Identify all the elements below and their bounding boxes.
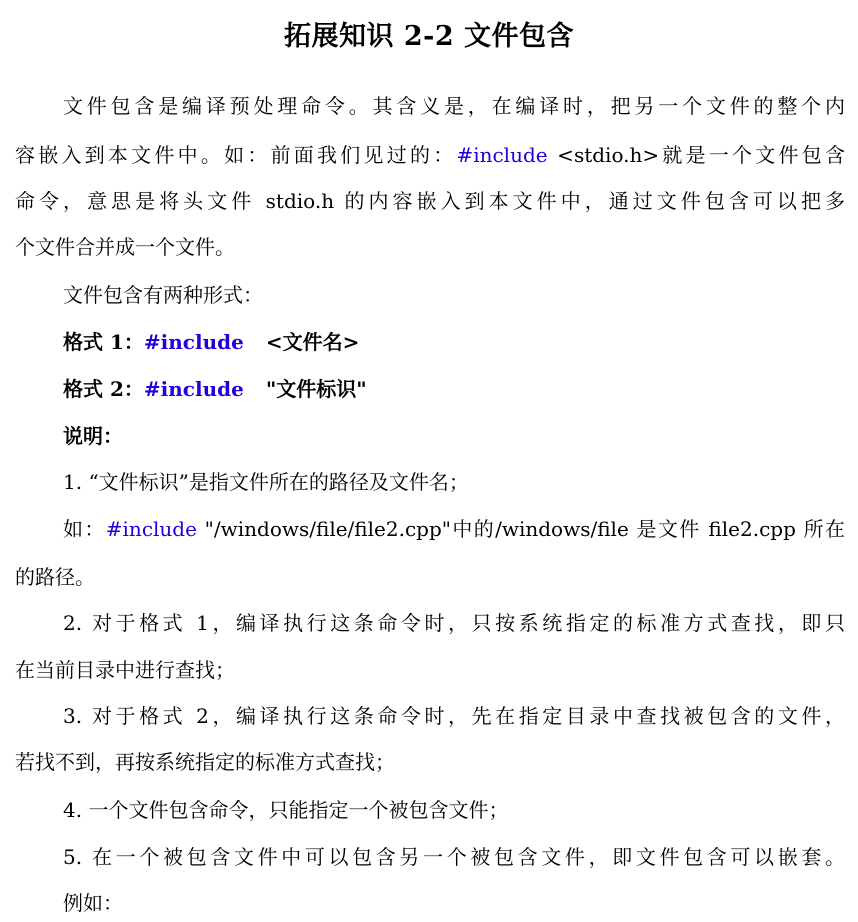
- note-label: 说明：: [63, 424, 123, 448]
- example-prefix: 如：: [63, 517, 106, 541]
- item3-line1: 3. 对于格式 2，编译执行这条命令时，先在指定目录中查找被包含的文件，: [63, 704, 845, 728]
- format1-keyword: #include: [143, 330, 244, 354]
- example-line: [63, 514, 845, 544]
- format1-line: [63, 327, 858, 357]
- item2-line2: 在当前目录中进行查找；: [15, 658, 235, 682]
- format1-label: 格式 1：: [63, 330, 144, 354]
- item2-line1: 2. 对于格式 1，编译执行这条命令时，只按系统指定的标准方式查找，即只: [63, 611, 845, 635]
- format2-line: [63, 374, 858, 404]
- format2-label: 格式 2：: [63, 377, 144, 401]
- format1-arg: <文件名>: [265, 330, 360, 354]
- item4: 4. 一个文件包含命令，只能指定一个被包含文件；: [63, 798, 509, 822]
- example-continuation: 的路径。: [15, 565, 95, 589]
- para1-line2-tail: <stdio.h>就是一个文件包含: [547, 143, 845, 167]
- item5: 5. 在一个被包含文件中可以包含另一个被包含文件，即文件包含可以嵌套。: [63, 845, 845, 869]
- example-keyword: #include: [105, 517, 197, 541]
- para1-line2-text: 容嵌入到本文件中。如：前面我们见过的：: [15, 143, 457, 167]
- para1-line4: 个文件合并成一个文件。: [15, 235, 235, 259]
- format2-arg: "文件标识": [265, 377, 367, 401]
- item3-line2: 若找不到，再按系统指定的标准方式查找；: [15, 750, 395, 774]
- para1-line1: 文件包含是编译预处理命令。其含义是，在编译时，把另一个文件的整个内: [63, 94, 845, 118]
- example-label: 例如：: [63, 891, 123, 915]
- include-keyword: #include: [456, 143, 548, 167]
- item1: 1. “文件标识”是指文件所在的路径及文件名；: [63, 470, 469, 494]
- para1-line3: 命令，意思是将头文件 stdio.h 的内容嵌入到本文件中，通过文件包含可以把多: [15, 189, 845, 213]
- page-title: 拓展知识 2-2 文件包含: [283, 21, 575, 52]
- format2-keyword: #include: [143, 377, 244, 401]
- example-path: "/windows/file/file2.cpp"中的/windows/file 是文件 file2.cpp 所在: [196, 517, 846, 541]
- forms-intro: 文件包含有两种形式：: [63, 283, 263, 307]
- para1-line2: [15, 140, 845, 170]
